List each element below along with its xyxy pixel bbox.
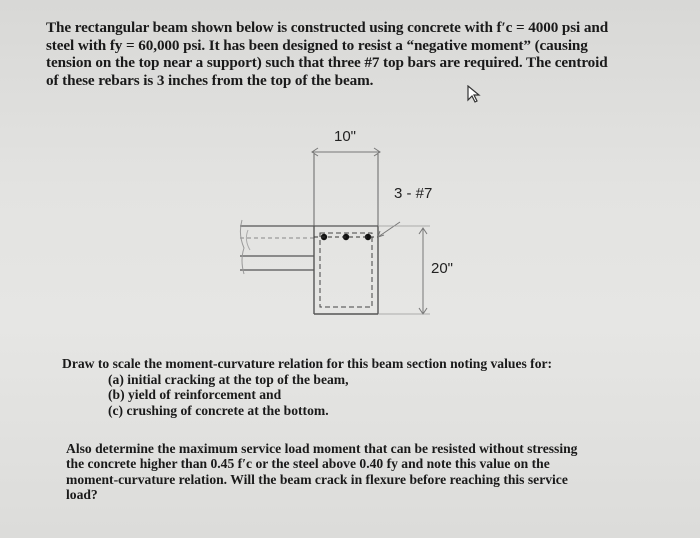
- followup-question: [66, 441, 626, 503]
- followup-line-3: moment-curvature relation. Will the beam crack in flexure before reaching this service: [66, 471, 568, 487]
- depth-label: 20": [431, 260, 454, 277]
- task-item-b: (b) yield of reinforcement and: [108, 387, 282, 403]
- break-mark-left: [240, 220, 244, 274]
- rebar-label: 3 - #7: [394, 185, 433, 202]
- beam-section-drawing: [228, 130, 488, 330]
- task-item-list: [62, 372, 642, 419]
- task-item-a: (a) initial cracking at the top of the beam,: [108, 371, 349, 387]
- problem-statement: [46, 19, 646, 89]
- stirrup-outline: [320, 233, 372, 307]
- intro-line-3: tension on the top near a support) such that three #7 top bars are required. The centroid: [46, 54, 608, 71]
- followup-line-4: load?: [66, 487, 98, 503]
- task-instructions: [62, 356, 642, 418]
- task-item-c: (c) crushing of concrete at the bottom.: [108, 402, 329, 418]
- intro-line-1: The rectangular beam shown below is constructed using concrete with f′c = 4000 psi and: [46, 19, 609, 36]
- task-instruction-text: Draw to scale the moment-curvature relation for this beam section noting values for:: [62, 356, 553, 371]
- break-mark-inner: [246, 230, 250, 250]
- width-label: 10": [334, 128, 357, 145]
- followup-line-1: Also determine the maximum service load moment that can be resisted without stressing: [66, 441, 578, 456]
- intro-line-4: of these rebars is 3 inches from the top of the beam.: [46, 71, 374, 89]
- beam-section-diagram: [228, 130, 488, 330]
- followup-line-2: the concrete higher than 0.45 f′c or the steel above 0.40 fy and note this value on the: [66, 456, 550, 472]
- mouse-pointer-icon: [466, 85, 482, 103]
- intro-line-2: steel with fy = 60,000 psi. It has been designed to resist a “negative moment” (causing: [46, 36, 588, 54]
- rebar-leader-line: [378, 222, 400, 237]
